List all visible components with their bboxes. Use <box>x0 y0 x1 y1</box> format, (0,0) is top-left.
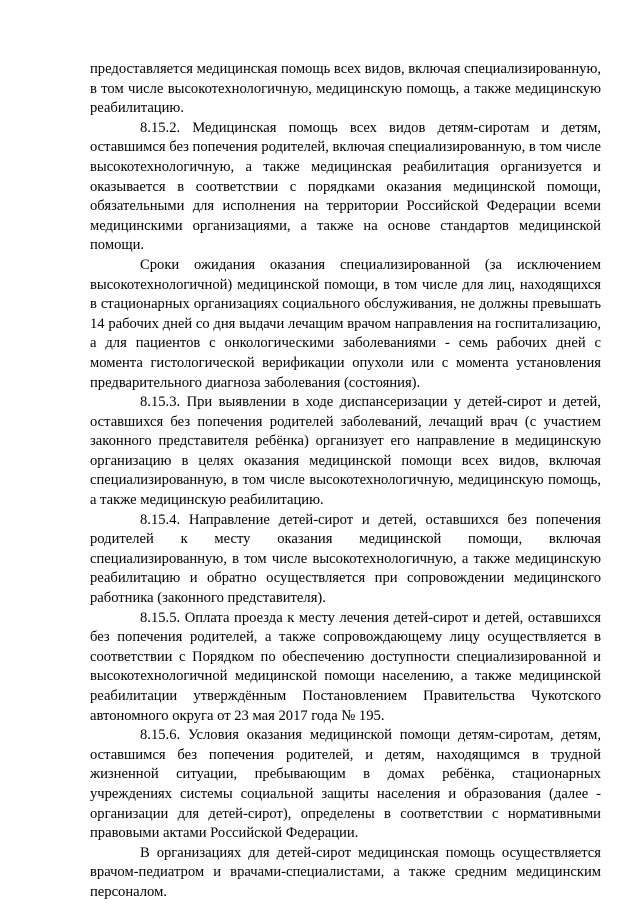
paragraph-8-15-3: 8.15.3. При выявлении в ходе диспансеризации у детей-сирот и детей, оставшихся без попечения родителей заболеваний, лечащий врач (с участием законного представителя ребёнка) организует его направление в медицинскую организацию в целях оказания медицинской помощи всех видов, включая специализированную, в том числе высокотехнологичную, медицинскую помощь, а также медицинскую реабилитацию. <box>90 394 601 509</box>
paragraph-8-15-4: 8.15.4. Направление детей-сирот и детей, оставшихся без попечения родителей к месту оказания медицинской помощи, включая специализированную, в том числе высокотехнологичную, а также медицинскую реабилитацию и обратно осуществляется при сопровождении медицинского работника (законного представителя). <box>90 511 601 607</box>
paragraph-8-15-6: 8.15.6. Условия оказания медицинской помощи детям-сиротам, детям, оставшимся без попечения родителей, и детям, находящимся в трудной жизненной ситуации, пребывающим в домах ребёнка, стационарных учреждениях системы социальной защиты населения и образования (далее - организации для детей-сирот), определены в соответствии с нормативными правовыми актами Российской Федерации. <box>90 727 601 842</box>
paragraph-8-15-2: 8.15.2. Медицинская помощь всех видов детям-сиротам и детям, оставшимся без попечения родителей, включая специализированную, в том числе высокотехнологичную, а также медицинская реабилитация организуется и оказывается в соответствии с порядками оказания медицинской помощи, обязательными для исполнения на территории Российской Федерации всеми медицинскими организациями, а также на основе стандартов медицинской помощи. <box>90 119 601 254</box>
paragraph-orphan-organizations: В организациях для детей-сирот медицинская помощь осуществляется врачом-педиатром и врачами-специалистами, а также средним медицинским персоналом. <box>90 844 601 900</box>
paragraph-waiting-times: Сроки ожидания оказания специализированной (за исключением высокотехнологичной) медицинской помощи, в том числе для лиц, находящихся в стационарных организациях социального обслуживания, не должны превышать 14 рабочих дней со дня выдачи лечащим врачом направления на госпитализацию, а для пациентов с онкологическими заболеваниями - семь рабочих дней с момента гистологической верификации опухоли или с момента установления предварительного диагноза заболевания (состояния). <box>90 256 601 391</box>
paragraph-8-15-5: 8.15.5. Оплата проезда к месту лечения детей-сирот и детей, оставшихся без попечения родителей, а также сопровождающему лицу осуществляется в соответствии с Порядком по обеспечению доступности специализированной и высокотехнологичной медицинской помощи населению, а также медицинской реабилитации утверждённым Постановлением Правительства Чукотского автономного округа от 23 мая 2017 года № 195. <box>90 609 601 724</box>
paragraph-continuation: предоставляется медицинская помощь всех видов, включая специализированную, в том числе высокотехнологичную, медицинскую помощь, а также медицинскую реабилитацию. <box>90 61 601 117</box>
